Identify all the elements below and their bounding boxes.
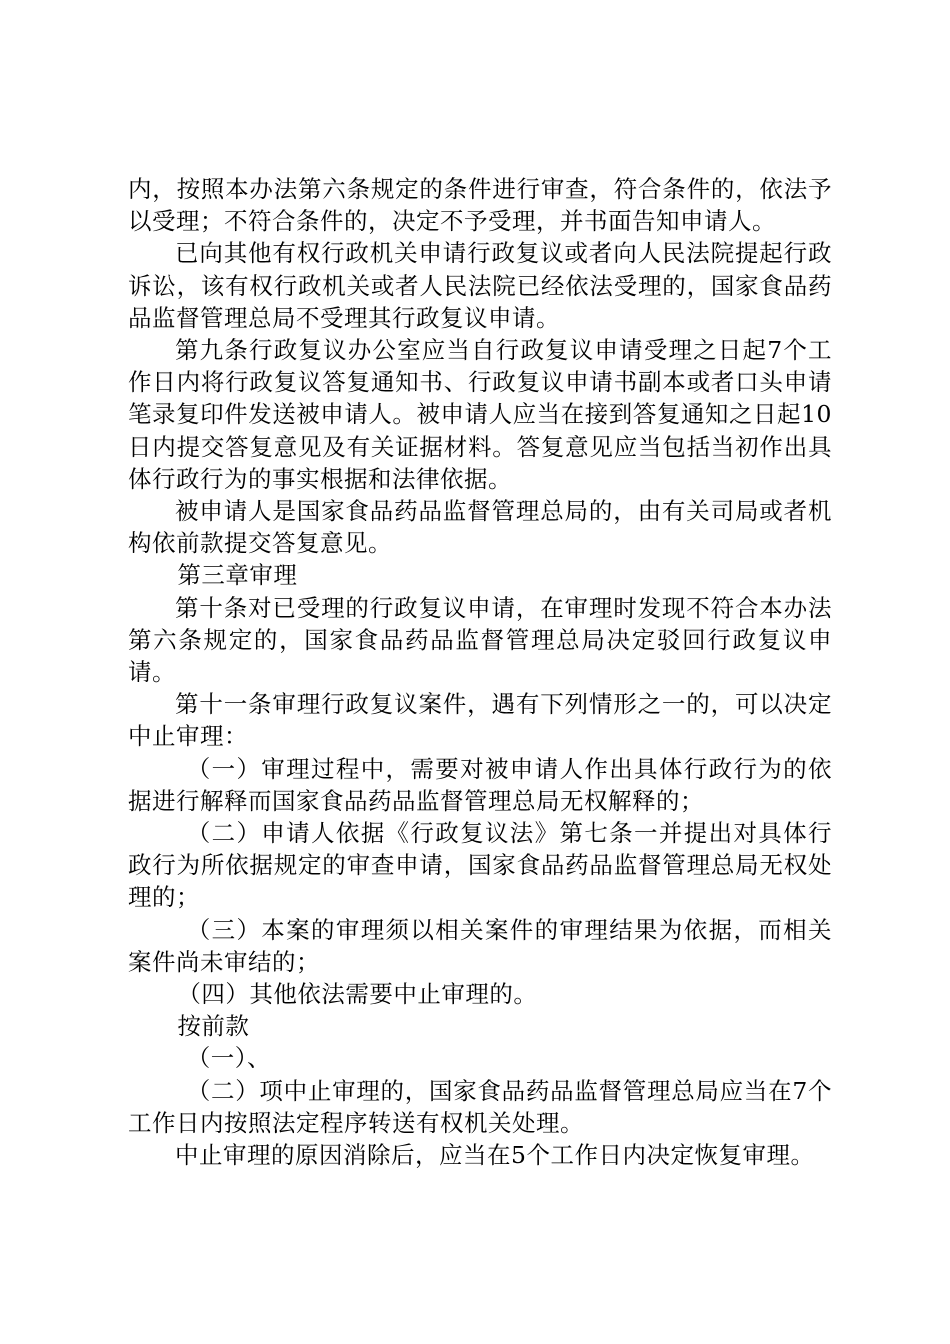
list-item-3: （三）本案的审理须以相关案件的审理结果为依据，而相关案件尚未审结的； bbox=[128, 915, 832, 976]
document-page bbox=[128, 173, 832, 1171]
paragraph-resume-review: 中止审理的原因消除后，应当在5个工作日内决定恢复审理。 bbox=[175, 1141, 815, 1170]
paragraph-respondent-reply: 被申请人是国家食品药品监督管理总局的，由有关司局或者机构依前款提交答复意见。 bbox=[128, 497, 832, 558]
paragraph-item-ref-2: （二）项中止审理的，国家食品药品监督管理总局应当在7个工作日内按照法定程序转送有权机关处理。 bbox=[128, 1076, 832, 1137]
paragraph-article-11: 第十一条审理行政复议案件，遇有下列情形之一的，可以决定中止审理： bbox=[128, 690, 832, 751]
paragraph-article-9: 第九条行政复议办公室应当自行政复议申请受理之日起7个工作日内将行政复议答复通知书、行政复议申请书副本或者口头申请笔录复印件发送被申请人。被申请人应当在接到答复通知之日起10日内提交答复意见及有关证据材料。答复意见应当包括当初作出具体行政行为的事实根据和法律依据。 bbox=[128, 336, 832, 493]
paragraph-article-10: 第十条对已受理的行政复议申请，在审理时发现不符合本办法第六条规定的，国家食品药品监督管理总局决定驳回行政复议申请。 bbox=[128, 593, 832, 687]
list-item-1: （一）审理过程中，需要对被申请人作出具体行政行为的依据进行解释而国家食品药品监督管理总局无权解释的； bbox=[128, 754, 832, 815]
paragraph-not-accepted: 已向其他有权行政机关申请行政复议或者向人民法院提起行政诉讼，该有权行政机关或者人民法院已经依法受理的，国家食品药品监督管理总局不受理其行政复议申请。 bbox=[128, 239, 832, 332]
list-item-4: （四）其他依法需要中止审理的。 bbox=[177, 980, 538, 1009]
paragraph-review-acceptance: 内，按照本办法第六条规定的条件进行审查，符合条件的，依法予以受理；不符合条件的，决定不予受理，并书面告知申请人。 bbox=[128, 175, 832, 236]
paragraph-item-ref-1: （一）、 bbox=[186, 1044, 271, 1073]
chapter-heading: 第三章审理 bbox=[177, 561, 298, 590]
list-item-2: （二）申请人依据《行政复议法》第七条一并提出对具体行政行为所依据规定的审查申请，国家食品药品监督管理总局无权处理的； bbox=[128, 819, 832, 912]
paragraph-per-preceding: 按前款 bbox=[177, 1012, 250, 1041]
